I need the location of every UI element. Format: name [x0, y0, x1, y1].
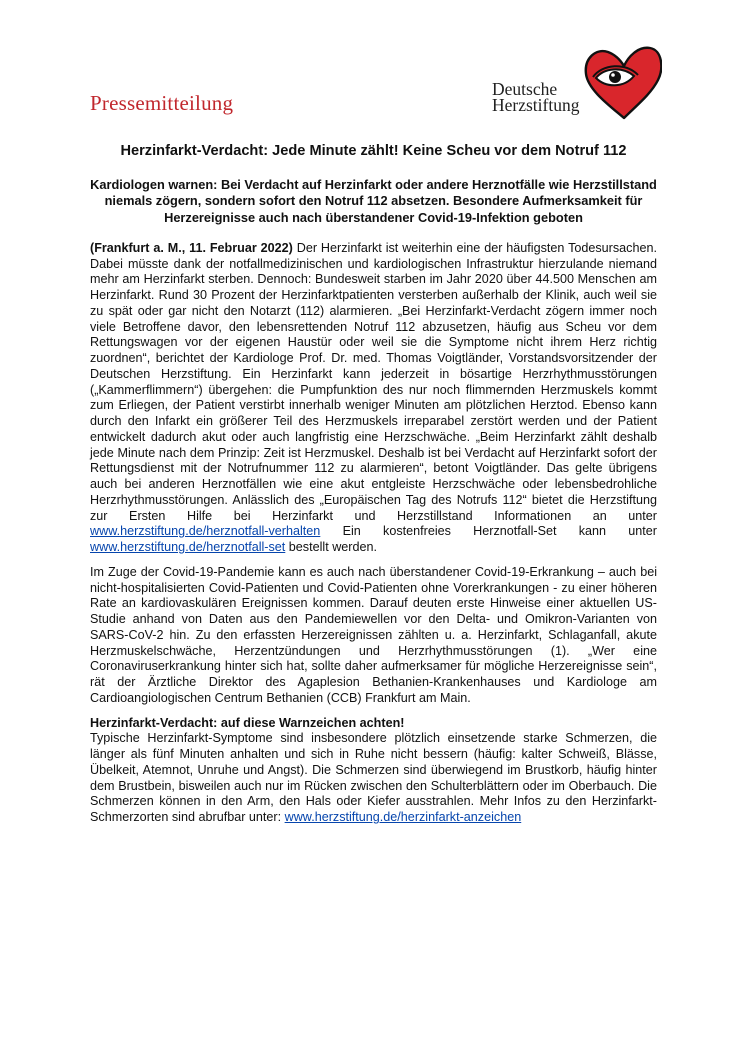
logo-text-line2: Herzstiftung [492, 95, 580, 115]
herzstiftung-logo [492, 44, 662, 124]
herznotfall-set-link[interactable]: www.herzstiftung.de/herznotfall-set [90, 540, 286, 555]
herzinfarkt-anzeichen-link[interactable]: www.herzstiftung.de/herzinfarkt-anzeichen [284, 810, 522, 825]
paragraph-1-text-c: bestellt werden. [285, 540, 378, 555]
logo-text-line1: Deutsche [492, 79, 558, 99]
paragraph-1-text-a: Der Herzinfarkt ist weiterhin eine der häufigsten Todesursachen. Dabei müsste dank der notfallmedizinischen und kardiologischen Infrastruktur hierzulande niemand mehr am Herzinfarkt sterben. Dennoch: Bundesweit starben im Jahr 2020 über 44.500 Menschen am Herzinfarkt. Rund 30 Prozent der Herzinfarktpatienten versterben außerhalb der Klinik, auch weil sie zu spät oder gar nicht den Notarzt (112) alarmieren. „Bei Herzinfarkt-Verdacht zögern immer noch viele Betroffene davor, den lebensrettenden Notruf 112 abzusetzen, häufig aus Scheu vor dem Rettungswagen vor der eigenen Haustür oder weil sie die Symptome nicht ihrem Herz richtig zuordnen“, berichtet der Kardiologe Prof. Dr. med. Thomas Voigtländer, Vorstandsvorsitzender der Deutschen Herzstiftung. Ein Herzinfarkt kann jederzeit in bösartige Herzrhythmusstörungen („Kammerflimmern“) übergehen: die Pumpfunktion des nur noch flimmernden Herzmuskels kommt zum Erliegen, der Patient verstirbt innerhalb weniger Minuten am plötzlichen Herztod. Ebenso kann durch den Infarkt ein größerer Teil des Herzmuskels irreparabel zerstört werden und der Patient entwickelt dadurch akut oder auch langfristig eine Herzschwäche. „Beim Herzinfarkt zählt deshalb jede Minute nach dem Prinzip: Zeit ist Herzmuskel. Deshalb ist bei Verdacht auf Herzinfarkt sofort der Rettungsdienst mit der Notrufnummer 112 zu alarmieren“, betont Voigtländer. Das gelte übrigens auch bei anderen Herznotfällen wie eine akut entgleiste Herzschwäche oder lebensbedrohliche Herzrhythmusstörungen. Anlässlich des „Europäischen Tag des Notrufs 112“ bietet die Herzstiftung zur Ersten Hilfe bei Herzinfarkt und Herzstillstand Informationen an unter [90, 240, 657, 523]
paragraph-2: Im Zuge der Covid-19-Pandemie kann es auch nach überstandener Covid-19-Erkrankung – auch bei nicht-hospitalisierten Covid-Patienten und Covid-Patienten ohne Vorerkrankungen - zu einer höheren Rate an kardiovaskulären Ereignissen kommen. Darauf deuten erste Hinweise einer aktuellen US-Studie anhand von Daten aus den Pandemiewellen vor den Delta- und Omikron-Varianten von SARS-CoV-2 hin. Zu den erfassten Herzereignissen zählten u. a. Herzinfarkt, Schlaganfall, akute Herzmuskelschwäche, Herzentzündungen und Herzrhythmusstörungen (1). „Wer eine Coronaviruserkrankung hinter sich hat, sollte daher aufmerksamer für mögliche Herzereignisse sein“, rät der Ärztliche Direktor des Agaplesion Bethanien-Krankenhauses und Kardiologe am Cardioangiologischen Centrum Bethanien (CCB) Frankfurt am Main. [90, 564, 657, 705]
paragraph-3-text: Typische Herzinfarkt-Symptome sind insbesondere plötzlich einsetzende starke Schmerzen, die länger als fünf Minuten anhalten und sich in Ruhe nicht bessern (häufig: kalter Schweiß, Blässe, Übelkeit, Atemnot, Unruhe und Angst). Die Schmerzen sind überwiegend im Brustkorb, häufig hinter dem Brustbein, bisweilen auch nur im Rücken zwischen den Schulterblättern oder im Oberbauch. Die Schmerzen können in den Arm, den Hals oder Kiefer ausstrahlen. Mehr Infos zu den Herzinfarkt-Schmerzorten sind abrufbar unter: [90, 731, 657, 825]
herznotfall-verhalten-link[interactable]: www.herzstiftung.de/herznotfall-verhalten [90, 524, 321, 539]
article-body [90, 142, 657, 835]
paragraph-1 [90, 241, 657, 556]
paragraph-3 [90, 731, 657, 826]
headline: Herzinfarkt-Verdacht: Jede Minute zählt! Keine Scheu vor dem Notruf 112 [120, 143, 627, 159]
section-heading-warnzeichen: Herzinfarkt-Verdacht: auf diese Warnzeichen achten! [90, 715, 405, 730]
subheadline: Kardiologen warnen: Bei Verdacht auf Herzinfarkt oder andere Herznotfälle wie Herzstillstand niemals zögern, sondern sofort den Notruf 112 absetzen. Besondere Aufmerksamkeit für Herzereignisse auch nach überstandener Covid-19-Infektion geboten [90, 177, 657, 225]
paragraph-1-text-b: Ein kostenfreies Herznotfall-Set kann unter [320, 524, 657, 539]
press-release-label: Pressemitteilung [90, 91, 234, 115]
dateline: (Frankfurt a. M., 11. Februar 2022) [90, 240, 293, 255]
